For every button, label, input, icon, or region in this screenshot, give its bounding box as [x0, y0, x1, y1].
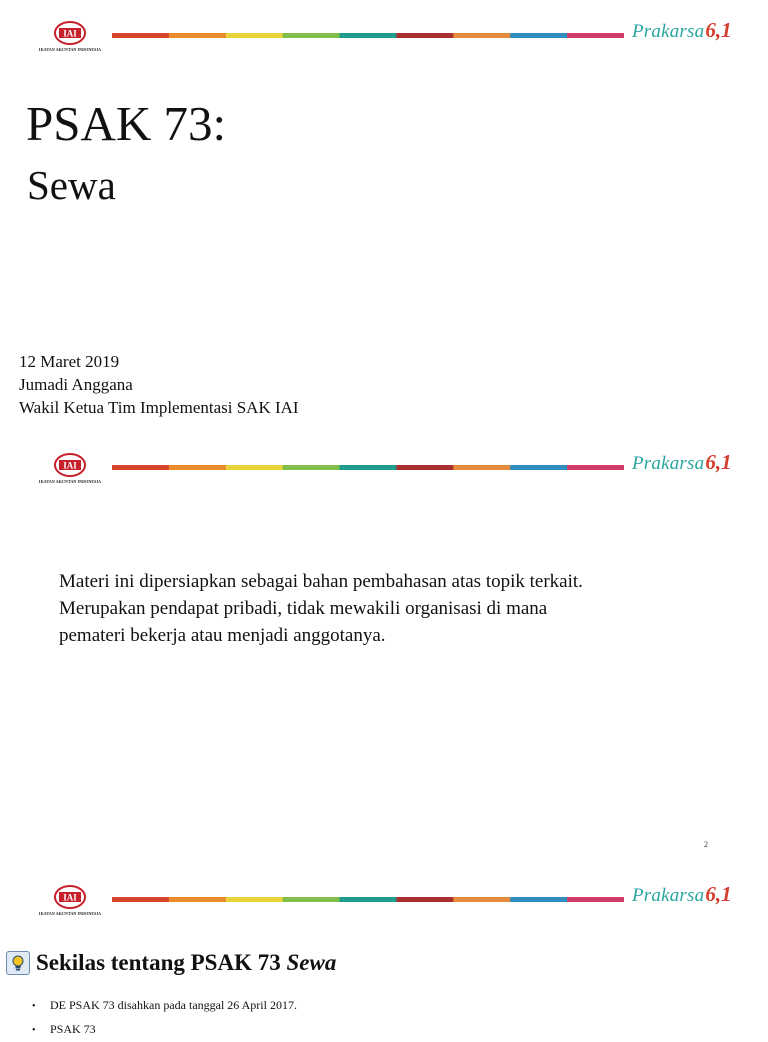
stripe-segment: [112, 465, 169, 470]
bullet-text: PSAK 73: [50, 1022, 96, 1036]
stripe-segment: [340, 465, 397, 470]
page-number: 2: [704, 840, 708, 849]
slide-disclaimer: [0, 432, 768, 864]
presenter-info: [19, 350, 299, 419]
disclaimer-line: Materi ini dipersiapkan sebagai bahan pembahasan atas topik terkait.: [59, 571, 583, 592]
stripe-segment: [283, 897, 340, 902]
stripe-segment: [453, 465, 510, 470]
stripe-segment: [169, 897, 226, 902]
stripe-segment: [340, 897, 397, 902]
stripe-segment: [453, 897, 510, 902]
stripe-segment: [283, 33, 340, 38]
stripe-segment: [396, 33, 453, 38]
prakarsa-word: Prakarsa: [632, 885, 705, 906]
stripe-segment: [226, 897, 283, 902]
disclaimer-line: Merupakan pendapat pribadi, tidak mewakili organisasi di mana: [59, 598, 548, 619]
prakarsa-logo: [632, 882, 744, 912]
stripe-segment: [169, 465, 226, 470]
iai-logo: [32, 452, 108, 496]
stripe-segment: [169, 33, 226, 38]
list-item: • PSAK 73: [32, 1022, 96, 1036]
stripe-segment: [283, 465, 340, 470]
iai-caption: IKATAN AKUNTAN INDONESIA: [38, 911, 102, 916]
prakarsa-number: 6,1: [705, 450, 732, 474]
disclaimer-line: pemateri bekerja atau menjadi anggotanya.: [59, 625, 386, 646]
list-item: • DE PSAK 73 disahkan pada tanggal 26 April 2017.: [32, 998, 297, 1012]
stripe-segment: [567, 897, 624, 902]
stripe-segment: [226, 33, 283, 38]
stripe-segment: [112, 33, 169, 38]
iai-caption: IKATAN AKUNTAN INDONESIA: [38, 47, 102, 52]
prakarsa-logo: [632, 450, 744, 480]
iai-logo: [32, 884, 108, 928]
color-stripe: [112, 897, 624, 902]
color-stripe: [112, 465, 624, 470]
prakarsa-word: Prakarsa: [632, 453, 705, 474]
disclaimer-text: [59, 568, 739, 649]
stripe-segment: [567, 465, 624, 470]
prakarsa-logo: [632, 18, 744, 48]
bullet-text: DE PSAK 73 disahkan pada tanggal 26 April 2017.: [50, 998, 297, 1012]
prakarsa-number: 6,1: [705, 882, 732, 906]
presentation-date: 12 Maret 2019: [19, 352, 120, 371]
iai-monogram: IAI: [63, 892, 77, 903]
stripe-segment: [510, 897, 567, 902]
slide-header: [0, 432, 768, 512]
section-heading: [6, 950, 336, 976]
slide-header: [0, 0, 768, 80]
stripe-segment: [112, 897, 169, 902]
stripe-segment: [396, 465, 453, 470]
stripe-segment: [567, 33, 624, 38]
heading-main: Sekilas tentang PSAK 73: [36, 950, 281, 975]
iai-monogram: IAI: [63, 460, 77, 471]
iai-logo: [32, 20, 108, 64]
iai-monogram: IAI: [63, 28, 77, 39]
presenter-name: Jumadi Anggana: [19, 375, 133, 394]
presenter-role: Wakil Ketua Tim Implementasi SAK IAI: [19, 398, 299, 417]
slide-subtitle-text: Sewa: [27, 162, 116, 208]
stripe-segment: [510, 33, 567, 38]
slide-header: [0, 864, 768, 944]
iai-caption: IKATAN AKUNTAN INDONESIA: [38, 479, 102, 484]
stripe-segment: [510, 465, 567, 470]
stripe-segment: [453, 33, 510, 38]
prakarsa-number: 6,1: [705, 18, 732, 42]
stripe-segment: [340, 33, 397, 38]
bullet-list: [32, 994, 297, 1042]
heading-text: [36, 950, 336, 976]
stripe-segment: [396, 897, 453, 902]
heading-italic: Sewa: [286, 950, 337, 975]
stripe-segment: [226, 465, 283, 470]
lightbulb-icon: [6, 951, 30, 975]
color-stripe: [112, 33, 624, 38]
slide-overview: [0, 864, 768, 1036]
prakarsa-word: Prakarsa: [632, 21, 705, 42]
slide-title: [0, 0, 768, 432]
slide-title-text: PSAK 73:: [26, 96, 227, 151]
